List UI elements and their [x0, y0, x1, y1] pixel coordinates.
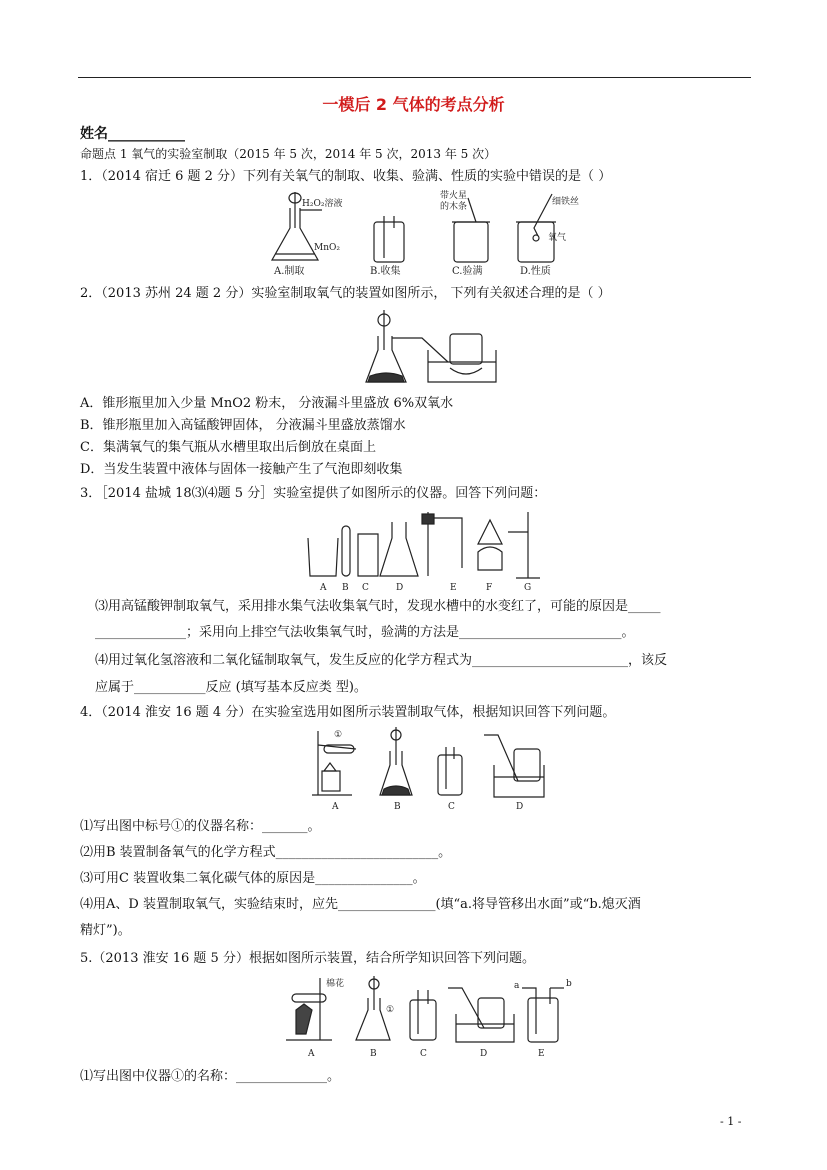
q5-stem: 5.（2013 淮安 16 题 5 分）根据如图所示装置，结合所学知识回答下列问题。	[80, 951, 535, 966]
q5-fig-label-d: D	[480, 1049, 488, 1058]
page-number: - 1 -	[720, 1115, 742, 1128]
q5-sub1: ⑴写出图中仪器①的名称：______________。	[80, 1069, 341, 1084]
q1-fig-label-d: D.性质	[520, 266, 551, 277]
q3-fig-label-f: F	[486, 583, 493, 593]
q3-sub4-line2: 应属于___________反应 (填写基本反应类 型)。	[95, 680, 367, 695]
q5-label-cotton: 棉花	[326, 979, 345, 989]
topic-heading: 命题点 1 氧气的实验室制取（2015 年 5 次，2014 年 5 次，2013 年 5 次）	[80, 147, 497, 161]
q3-fig-label-d: D	[396, 583, 404, 593]
q1-fig-label-b: B.收集	[370, 266, 401, 277]
q3-sub4-line1: ⑷用过氧化氢溶液和二氧化锰制取氧气，发生反应的化学方程式为________________________，该反	[95, 653, 668, 668]
q3-fig-label-b: B	[342, 583, 349, 593]
q4-figure	[308, 725, 548, 811]
q4-sub1: ⑴写出图中标号①的仪器名称：_______。	[80, 819, 321, 834]
q1-label-mno2: MnO₂	[314, 243, 340, 253]
q4-sub4-line2: 精灯”)。	[80, 923, 131, 938]
q3-stem: 3．［2014 盐城 18⑶⑷题 5 分］实验室提供了如图所示的仪器。回答下列问题：	[80, 486, 547, 501]
q2-option-d: D．当发生装置中液体与固体一接触产生了气泡即刻收集	[80, 462, 403, 477]
q3-fig-label-g: G	[524, 583, 532, 593]
name-label: 姓名	[80, 126, 108, 142]
q3-sub3-line1: ⑶用高锰酸钾制取氧气，采用排水集气法收集氧气时，发现水槽中的水变红了，可能的原因是_____	[95, 599, 661, 614]
header-rule	[78, 77, 751, 78]
q4-fig-label-d: D	[516, 802, 524, 811]
q4-mark: ①	[334, 730, 343, 740]
q3-sub3-line2: ______________；采用向上排空气法收集氧气时，验满的方法是_________________________。	[95, 625, 635, 640]
q2-option-b: B．锥形瓶里加入高锰酸钾固体， 分液漏斗里盛放蒸馏水	[80, 418, 406, 433]
q1-label-wire: 细铁丝	[552, 197, 580, 207]
q4-fig-label-c: C	[448, 802, 455, 811]
q1-label-stick: 带火星	[440, 191, 468, 201]
q1-fig-label-a: A.制取	[274, 266, 305, 277]
q5-port-a: a	[514, 981, 520, 991]
q1-fig-label-c: C.验满	[452, 266, 483, 277]
q4-sub3: ⑶可用C 装置收集二氧化碳气体的原因是_______________。	[80, 871, 426, 886]
q2-option-c: C．集满氧气的集气瓶从水槽里取出后倒放在桌面上	[80, 440, 376, 455]
q2-option-a: A．锥形瓶里加入少量 MnO2 粉末， 分液漏斗里盛放 6%双氧水	[80, 396, 454, 411]
q4-sub4-line1: ⑷用A、D 装置制取氧气，实验结束时，应先_______________(填“a.将导管移出水面”或“b.熄灭酒	[80, 897, 641, 912]
q1-label-o2: 氧气	[548, 233, 567, 243]
q4-stem: 4．（2014 淮安 16 题 4 分）在实验室选用如图所示装置制取气体，根据知识回答下列问题。	[80, 705, 616, 720]
q1-label-stick2: 的木条	[440, 202, 468, 212]
q3-fig-label-c: C	[362, 583, 369, 593]
q4-fig-label-a: A	[332, 802, 339, 811]
name-field	[80, 125, 185, 143]
q3-figure	[302, 508, 542, 594]
q1-figure	[262, 188, 582, 278]
q5-figure	[282, 974, 582, 1058]
q5-fig-label-e: E	[538, 1049, 545, 1058]
q5-fig-label-c: C	[420, 1049, 427, 1058]
q1-stem: 1．（2014 宿迁 6 题 2 分）下列有关氧气的制取、收集、验满、性质的实验中错误的是（ ）	[80, 169, 612, 184]
q1-label-h2o2: H₂O₂溶液	[302, 199, 343, 209]
q2-stem: 2．（2013 苏州 24 题 2 分）实验室制取氧气的装置如图所示， 下列有关叙述合理的是（ ）	[80, 286, 611, 301]
q3-fig-label-a: A	[320, 583, 327, 593]
page-title: 一模后 2 气体的考点分析	[322, 95, 505, 114]
q2-figure	[362, 306, 502, 390]
q5-mark: ①	[386, 1005, 395, 1015]
q3-fig-label-e: E	[450, 583, 457, 593]
name-blank[interactable]: ___________	[108, 126, 185, 142]
q5-fig-label-b: B	[370, 1049, 377, 1058]
q4-sub2: ⑵用B 装置制备氧气的化学方程式_________________________。	[80, 845, 452, 860]
q4-fig-label-b: B	[394, 802, 401, 811]
q5-fig-label-a: A	[308, 1049, 315, 1058]
q5-port-b: b	[566, 979, 572, 989]
